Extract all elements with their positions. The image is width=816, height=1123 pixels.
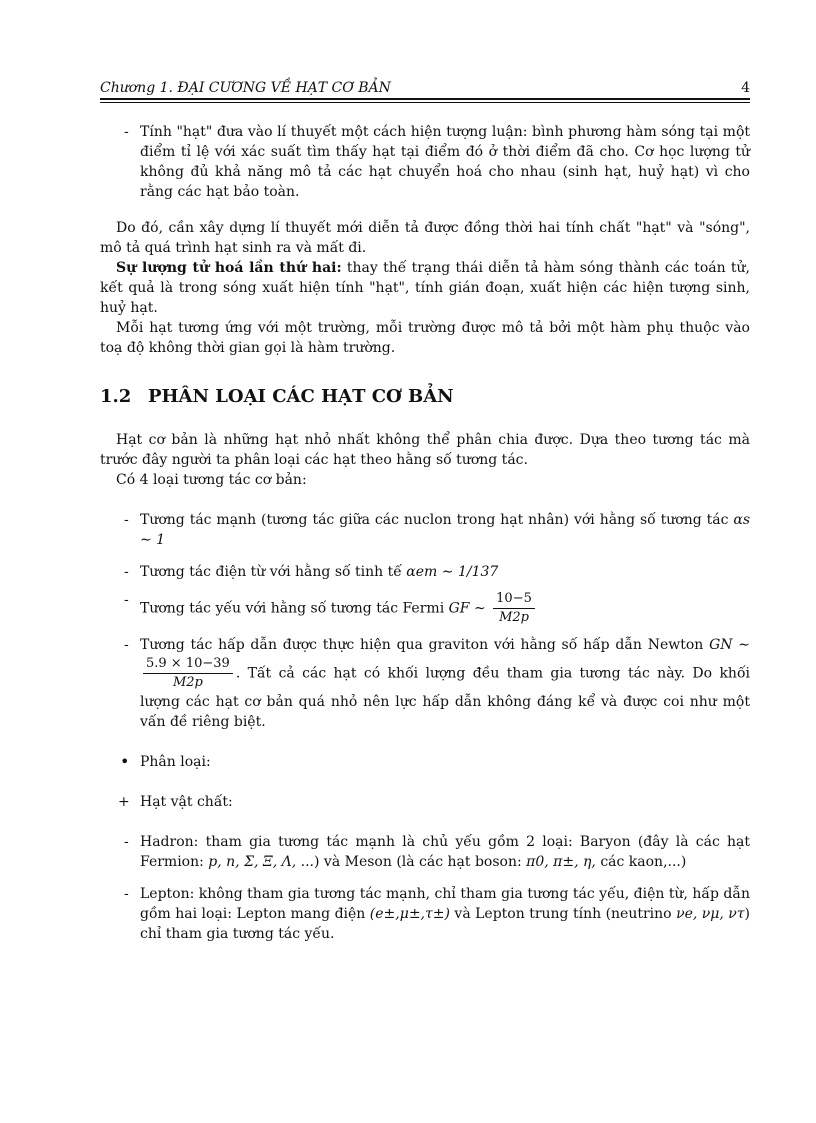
lepton-charged: (e±,μ±,τ±) — [369, 906, 450, 922]
paragraph-field: Mỗi hạt tương ứng với một trường, mỗi trường được mô tả bởi một hàm phụ thuộc vào toạ độ không thời gian gọi là hàm trường. — [100, 320, 750, 356]
paragraph-second-quantization — [100, 258, 750, 318]
matter-label: Hạt vật chất: — [140, 794, 233, 810]
list-item-matter — [100, 792, 750, 812]
hadron-end: các kaon,...) — [600, 854, 687, 870]
list-item-hadron — [100, 832, 750, 872]
hadron-mid: ) và Meson (là các hạt boson: — [314, 854, 522, 870]
list-item-particle-property — [100, 122, 750, 202]
em-formula: αem ∼ 1/137 — [406, 564, 499, 580]
dash-marker: - — [124, 124, 129, 140]
paragraph-text: thay thế trạng thái diễn tả hàm sóng thành các toán tử, kết quả là trong sóng xuất hiện tính "hạt", tính gián đoạn, xuất hiện các hiện tượng sinh, huỷ hạt. — [100, 260, 750, 316]
hadron-list: p, n, Σ, Ξ, Λ, ... — [208, 854, 314, 870]
chapter-title: Chương 1. ĐẠI CƯƠNG VỀ HẠT CƠ BẢN — [100, 80, 391, 96]
weak-denominator: M2p — [499, 610, 529, 625]
weak-fraction — [493, 590, 535, 627]
grav-rest: . Tất cả các hạt có khối lượng đều tham gia tương tác này. Do khối lượng các hạt cơ bản quá nhỏ nên lực hấp dẫn không đáng kể và được coi như một vấn đề riêng biệt. — [140, 665, 750, 730]
strong-formula: αs ∼ 1 — [140, 512, 751, 548]
section-heading — [100, 384, 750, 410]
paragraph-new-theory: Do đó, cần xây dựng lí thuyết mới diễn tả được đồng thời hai tính chất "hạt" và "sóng", mô tả quá trình hạt sinh ra và mất đi. — [100, 220, 750, 256]
lepton-mid: và Lepton trung tính (neutrino — [454, 906, 672, 922]
running-header — [100, 78, 750, 98]
list-item-weak-interaction — [100, 590, 750, 627]
page-number: 4 — [741, 80, 750, 96]
grav-text: Tương tác hấp dẫn được thực hiện qua graviton với hằng số hấp dẫn Newton — [140, 637, 704, 653]
strong-text: Tương tác mạnh (tương tác giữa các nuclon trong hạt nhân) với hằng số tương tác — [140, 512, 729, 528]
grav-lhs: GN ∼ — [709, 637, 750, 653]
dash-marker: - — [124, 834, 129, 850]
body-content — [100, 122, 750, 944]
dash-marker: - — [124, 564, 129, 580]
section-title: PHÂN LOẠI CÁC HẠT CƠ BẢN — [148, 386, 454, 407]
weak-numerator: 10−5 — [493, 590, 535, 609]
dash-marker: - — [124, 886, 129, 902]
header-rule-thick — [100, 98, 750, 100]
list-item-gravity-interaction — [100, 635, 750, 732]
weak-text: Tương tác yếu với hằng số tương tác Fermi — [140, 600, 445, 617]
classification-label: Phân loại: — [140, 754, 211, 770]
list-item-lepton — [100, 884, 750, 944]
bullet-marker: • — [120, 752, 130, 771]
dash-marker: - — [124, 592, 129, 608]
weak-lhs: GF ∼ — [448, 600, 486, 617]
list-item-strong-interaction — [100, 510, 750, 550]
dash-marker: - — [124, 512, 129, 528]
lepton-neutrinos: νe, νμ, ντ — [676, 906, 745, 922]
list-item-classification — [100, 752, 750, 772]
grav-denominator: M2p — [172, 675, 203, 690]
list-item-text: Tính "hạt" đưa vào lí thuyết một cách hiện tượng luận: bình phương hàm sóng tại một điểm tỉ lệ với xác suất tìm thấy hạt tại điểm đó ở thời điểm đã cho. Cơ học lượng tử không đủ khả năng mô tả các hạt chuyển hoá cho nhau (sinh hạt, huỷ hạt) vì cho rằng các hạt bảo toàn. — [140, 124, 750, 200]
grav-fraction — [143, 655, 233, 692]
plus-marker: + — [118, 794, 130, 810]
paragraph-section-intro: Hạt cơ bản là những hạt nhỏ nhất không thể phân chia được. Dựa theo tương tác mà trước đây người ta phân loại các hạt theo hằng số tương tác. — [100, 432, 750, 468]
lepton-end: ) chỉ tham gia tương tác yếu. — [140, 906, 751, 942]
lepton-text: Lepton: không tham gia tương tác mạnh, chỉ tham gia tương tác yếu, điện từ, hấp dẫn gồm hai loại: Lepton mang điện — [140, 886, 750, 922]
grav-numerator: 5.9 × 10−39 — [143, 655, 233, 674]
header-rule-thin — [100, 102, 750, 103]
hadron-mesons: π0, π±, η, — [526, 854, 596, 870]
dash-marker: - — [124, 637, 129, 653]
hadron-text: Hadron: tham gia tương tác mạnh là chủ yếu gồm 2 loại: Baryon (đây là các hạt Fermion: — [140, 834, 750, 870]
em-text: Tương tác điện từ với hằng số tinh tế — [140, 564, 402, 580]
paragraph-lead: Có 4 loại tương tác cơ bản: — [116, 472, 307, 488]
bold-term: Sự lượng tử hoá lần thứ hai: — [116, 260, 342, 276]
list-item-em-interaction — [100, 562, 750, 582]
section-number: 1.2 — [100, 386, 132, 407]
